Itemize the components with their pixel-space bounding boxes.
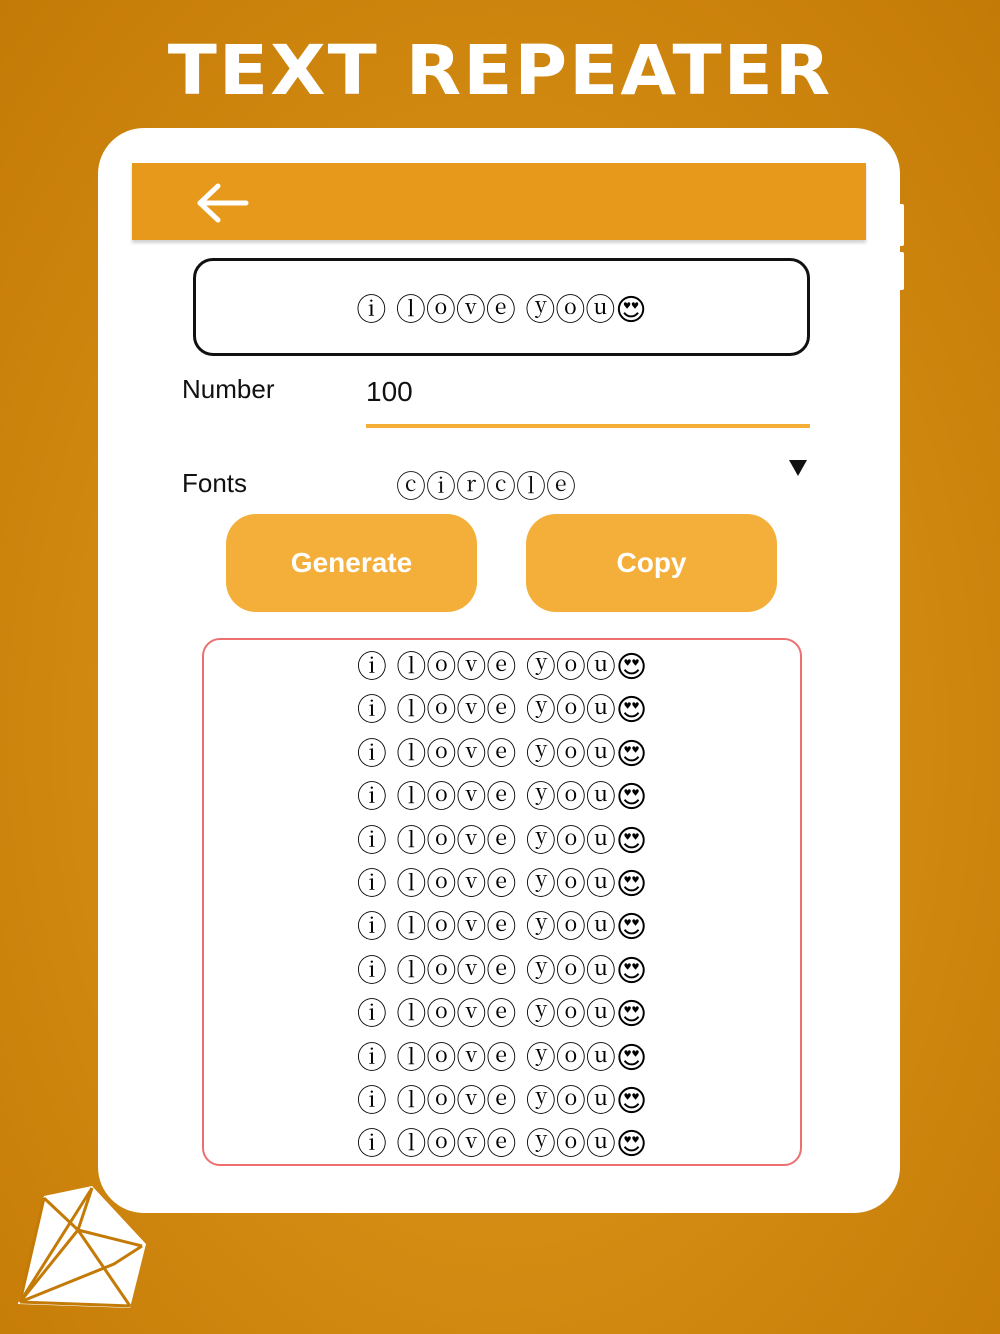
generate-button[interactable]: Generate [226,514,477,612]
font-selected-value[interactable]: ⓒⓘⓡⓒⓛⓔ [396,470,576,505]
triangle-down-icon [786,456,810,480]
copy-button[interactable]: Copy [526,514,777,612]
output-line: ⓘ ⓛⓞⓥⓔ ⓨⓞⓤ😍 [356,997,648,1033]
output-line: ⓘ ⓛⓞⓥⓔ ⓨⓞⓤ😍 [356,823,648,859]
output-line: ⓘ ⓛⓞⓥⓔ ⓨⓞⓤ😍 [356,1127,648,1163]
device-side-button-top [898,204,904,246]
number-label: Number [182,374,275,404]
output-line: ⓘ ⓛⓞⓥⓔ ⓨⓞⓤ😍 [356,910,648,946]
font-dropdown[interactable] [786,456,810,480]
output-line: ⓘ ⓛⓞⓥⓔ ⓨⓞⓤ😍 [356,650,648,685]
output-line: ⓘ ⓛⓞⓥⓔ ⓨⓞⓤ😍 [356,866,648,902]
app-bar [132,163,866,240]
text-input-value: ⓘ ⓛⓞⓥⓔ ⓨⓞⓤ😍 [356,293,647,328]
brand-logo [14,1180,154,1320]
output-line: ⓘ ⓛⓞⓥⓔ ⓨⓞⓤ😍 [356,780,648,816]
arrow-left-icon [192,181,252,225]
promo-title: TEXT REPEATER [167,30,833,110]
number-input[interactable]: 100 [366,372,810,428]
output-line: ⓘ ⓛⓞⓥⓔ ⓨⓞⓤ😍 [356,1083,648,1119]
text-input[interactable] [193,258,810,356]
fonts-label: Fonts [182,468,248,498]
device-side-button-bottom [898,252,904,290]
diamond-icon [14,1180,154,1320]
output-line: ⓘ ⓛⓞⓥⓔ ⓨⓞⓤ😍 [356,1040,648,1076]
output-line: ⓘ ⓛⓞⓥⓔ ⓨⓞⓤ😍 [356,953,648,989]
back-button[interactable] [192,181,252,225]
output-box[interactable] [202,638,802,1166]
output-line: ⓘ ⓛⓞⓥⓔ ⓨⓞⓤ😍 [356,693,648,729]
output-line: ⓘ ⓛⓞⓥⓔ ⓨⓞⓤ😍 [356,736,648,772]
